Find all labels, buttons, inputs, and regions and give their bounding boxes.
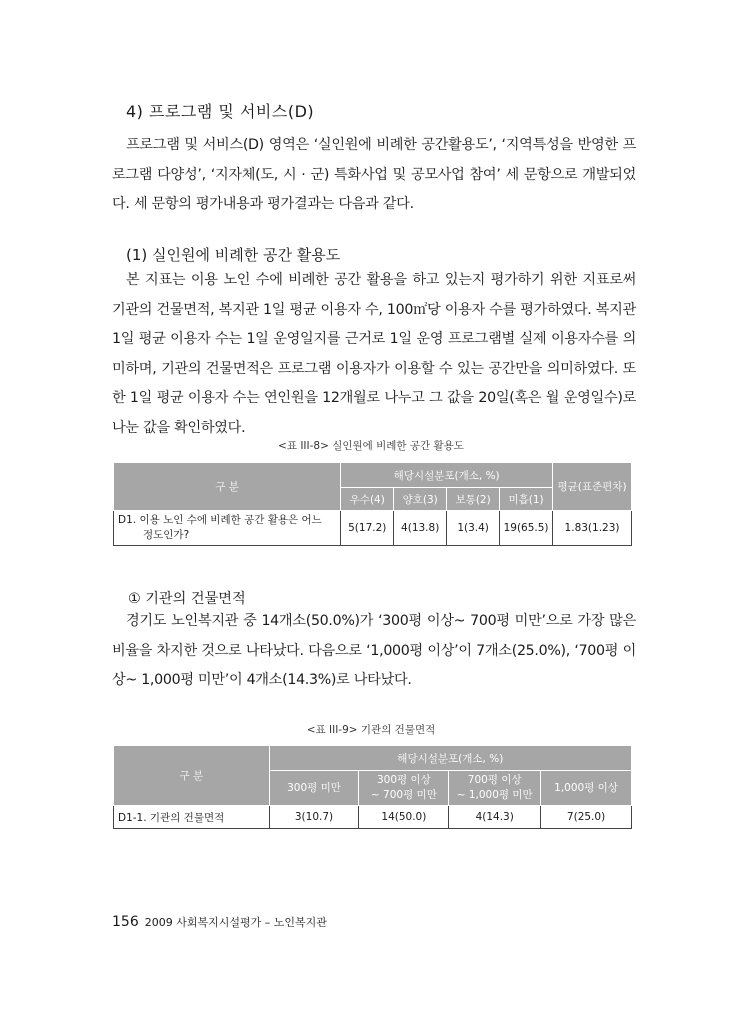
table2-header-category: 구 분: [114, 746, 270, 806]
table-row: [114, 806, 632, 829]
table2-cell-over-1000: 7(25.0): [541, 806, 632, 829]
table2-col-700-1000-line2: ~ 1,000평 미만: [456, 789, 533, 801]
subsection-heading: (1) 실인원에 비례한 공간 활용도: [126, 246, 341, 264]
table2-header-group: 해당시설분포(개소, %): [269, 746, 631, 771]
table2-col-under-300: [269, 771, 359, 806]
table1-caption: <표 III-8> 실인원에 비례한 공간 활용도: [278, 440, 464, 452]
intro-paragraph-text: 프로그램 및 서비스(D) 영역은 ‘실인원에 비례한 공간활용도’, ‘지역특성을 반영한 프로그램 다양성’, ‘지자체(도, 시 · 군) 특화사업 및 공모사업 참여’ 세 문항으로 개발되었다. 세 문항의 평가내용과 평가결과는 다음과 같다.: [112, 137, 636, 212]
table2-col-300-700: [359, 771, 449, 806]
table1: [113, 462, 632, 546]
table2-col-300-700-line2: ~ 700평 미만: [370, 789, 437, 801]
table1-cell-average: 1(3.4): [447, 511, 500, 546]
subsection-paragraph: [112, 266, 636, 443]
table2-col-700-1000: [449, 771, 541, 806]
table-row: [114, 511, 632, 546]
table1-row-label-line1: D1. 이용 노인 수에 비례한 공간 활용은 어느: [118, 514, 322, 526]
table1-col-excellent: 우수(4): [341, 488, 394, 511]
table1-row-label-line2: 정도인가?: [143, 529, 190, 541]
table2-col-300-700-line1: 300평 이상: [376, 774, 431, 786]
table1-row-label: [114, 511, 341, 546]
table2-col-700-1000-line1: 700평 이상: [467, 774, 522, 786]
table1-col-good: 양호(3): [394, 488, 447, 511]
table2: [113, 745, 632, 829]
table1-header-group: 해당시설분포(개소, %): [341, 463, 553, 488]
table2-col-over-1000: [541, 771, 632, 806]
table2-caption: <표 III-9> 기관의 건물면적: [306, 724, 436, 736]
table2-cell-700-1000: 4(14.3): [449, 806, 541, 829]
intro-paragraph: [112, 131, 636, 220]
table2-cell-under-300: 3(10.7): [269, 806, 359, 829]
table1-cell-good: 4(13.8): [394, 511, 447, 546]
table1-header-avg: 평균(표준편차): [553, 463, 632, 511]
table1-col-average: 보통(2): [447, 488, 500, 511]
item-paragraph-text: 경기도 노인복지관 중 14개소(50.0%)가 ‘300평 이상~ 700평 미만’으로 가장 많은 비율을 차지한 것으로 나타났다. 다음으로 ‘1,000평 이상’이 7개소(25.0%), ‘700평 이상~ 1,000평 미만’이 4개소(14.3%)로 나타났다.: [112, 613, 636, 688]
page-number: 156: [112, 914, 139, 930]
table2-row-label: D1-1. 기관의 건물면적: [114, 806, 270, 829]
table2-cell-300-700: 14(50.0): [359, 806, 449, 829]
item-paragraph: [112, 607, 636, 696]
footer-title: 2009 사회복지시설평가 – 노인복지관: [144, 916, 327, 929]
table1-cell-poor: 19(65.5): [500, 511, 553, 546]
section-heading: 4) 프로그램 및 서비스(D): [126, 102, 315, 121]
table2-col-under-300-label: 300평 미만: [287, 781, 341, 794]
subsection-paragraph-text: 본 지표는 이용 노인 수에 비례한 공간 활용을 하고 있는지 평가하기 위한 지표로써 기관의 건물면적, 복지관 1일 평균 이용자 수, 100㎡당 이용자 수를 평가하였다. 복지관 1일 평균 이용자 수는 1일 운영일지를 근거로 1일 운영 프로그램별 실제 이용자수를 의미하며, 기관의 건물면적은 프로그램 이용자가 이용할 수 있는 공간만을 의미하였다. 또한 1일 평균 이용자 수는 연인원을 12개월로 나누고 그 값을 20일(혹은 월 운영일수)로 나눈 값을 확인하였다.: [112, 272, 636, 436]
table1-header-category: 구 분: [114, 463, 341, 511]
page-footer: [112, 914, 327, 930]
table1-col-poor: 미흡(1): [500, 488, 553, 511]
item-heading: ① 기관의 건물면적: [128, 591, 246, 607]
table2-col-over-1000-label: 1,000평 이상: [554, 781, 618, 794]
table1-cell-excellent: 5(17.2): [341, 511, 394, 546]
table1-cell-avg: 1.83(1.23): [553, 511, 632, 546]
